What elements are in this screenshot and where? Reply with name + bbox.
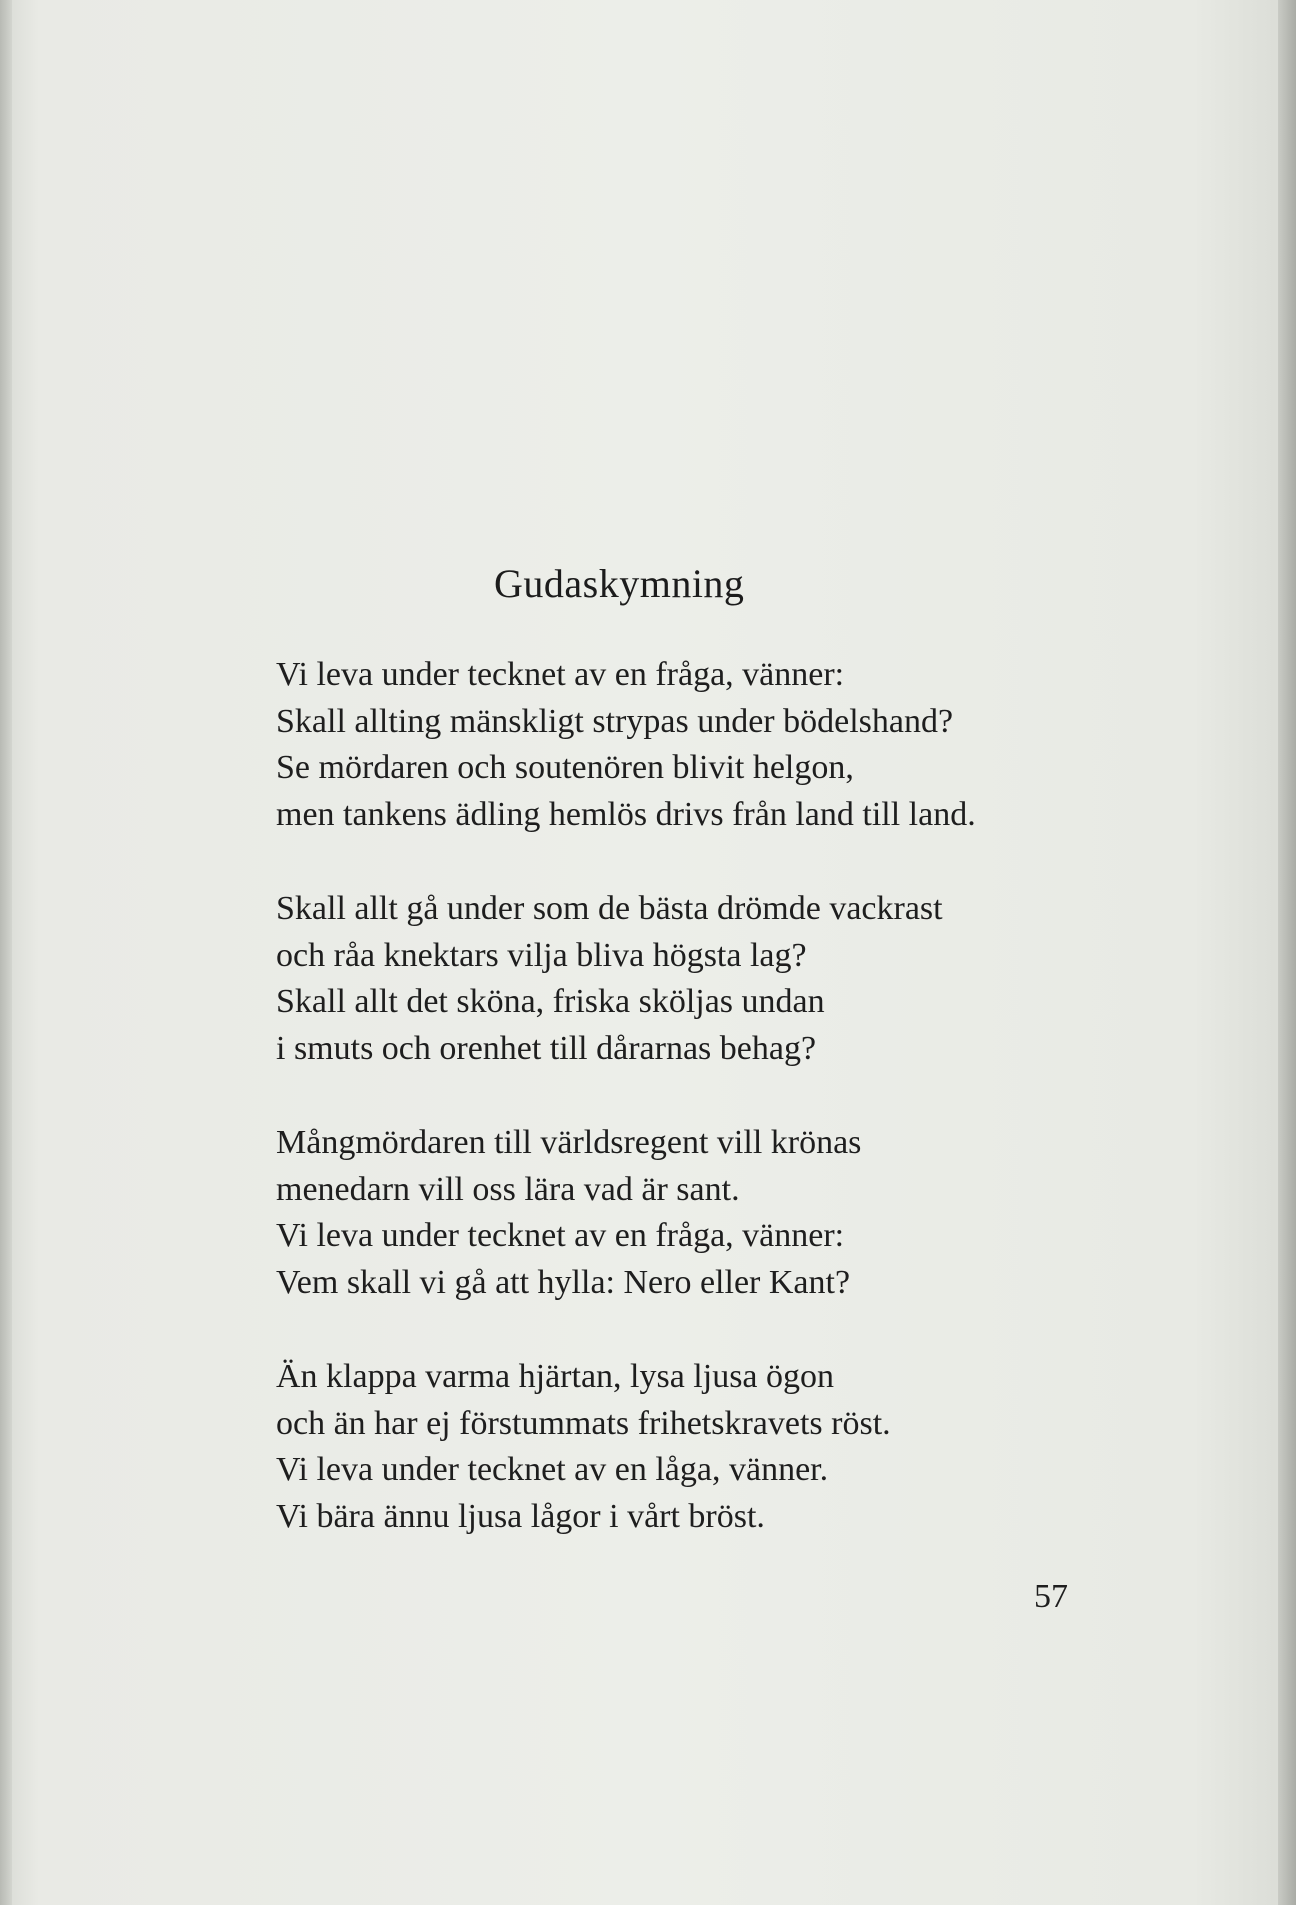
poem-line: i smuts och orenhet till dårarnas behag? xyxy=(276,1029,817,1067)
poem-line: Mångmördaren till världsregent vill krönas xyxy=(276,1124,862,1161)
stanza-2 xyxy=(276,886,1136,1072)
poem-line: Än klappa varma hjärtan, lysa ljusa ögon xyxy=(276,1358,835,1395)
poem-line: Vi leva under tecknet av en låga, vänner. xyxy=(276,1451,829,1488)
poem-line: Skall allt det sköna, friska sköljas undan xyxy=(276,983,825,1020)
poem-body xyxy=(276,652,1136,1588)
page-number: 57 xyxy=(1034,1578,1068,1615)
poem-line: och än har ej förstummats frihetskravets röst. xyxy=(276,1404,891,1442)
stanza-3 xyxy=(276,1120,1136,1306)
page-binding-edge xyxy=(0,0,12,1905)
poem-line: Se mördaren och soutenören blivit helgon, xyxy=(276,749,854,786)
poem-line: Vi leva under tecknet av en fråga, vänner: xyxy=(276,656,845,693)
stanza-1 xyxy=(276,652,1136,838)
poem-line: Skall allt gå under som de bästa drömde vackrast xyxy=(276,890,943,927)
poem-line: men tankens ädling hemlös drivs från land till land. xyxy=(276,795,976,833)
poem-line: Vi leva under tecknet av en fråga, vänner: xyxy=(276,1217,845,1254)
page-outer-edge xyxy=(1278,0,1296,1905)
poem-line: och råa knektars vilja bliva högsta lag? xyxy=(276,936,807,974)
poem-line: Skall allting mänskligt strypas under bödelshand? xyxy=(276,702,954,740)
poem-title: Gudaskymning xyxy=(494,561,745,606)
poem-line: Vem skall vi gå att hylla: Nero eller Kant? xyxy=(276,1263,851,1301)
poem-line: menedarn vill oss lära vad är sant. xyxy=(276,1170,740,1208)
stanza-4 xyxy=(276,1354,1136,1540)
poem-line: Vi bära ännu ljusa lågor i vårt bröst. xyxy=(276,1497,765,1535)
